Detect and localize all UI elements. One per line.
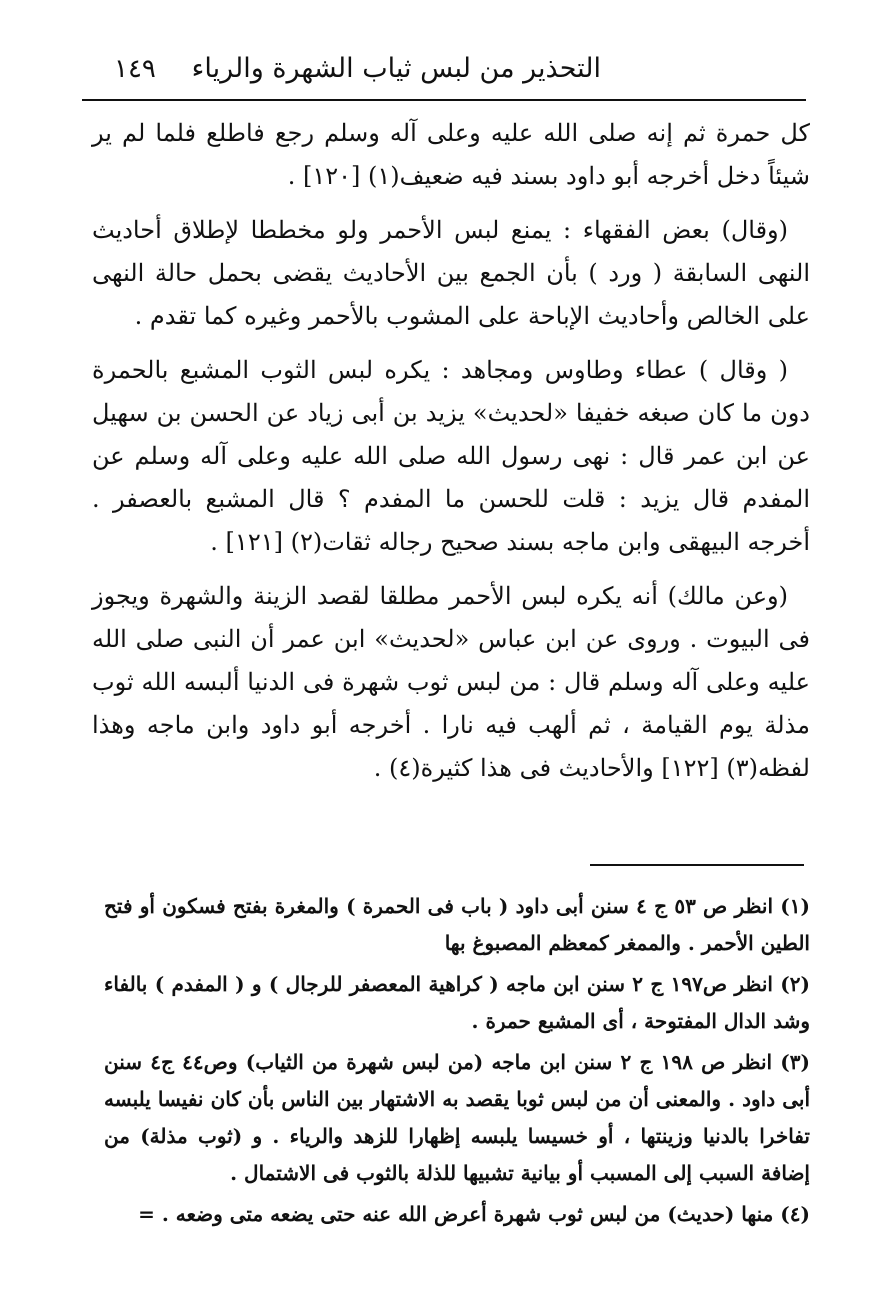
footnote-3: (٣) انظر ص ١٩٨ ج ٢ سنن ابن ماجه (من لبس شهرة من الثياب) وص٤٤ ج٤ سنن أبى داود . والمعنى أن من لبس ثوبا يقصد به الاشتهار بين الناس بأن كان نفيسا يلبسه تفاخرا بالدنيا وزينتها ، أو خسيسا يلبسه إظهارا للزهد والرياء . و (ثوب مذلة) من إضافة السبب إلى المسبب أو بيانية تشبيها للذلة بالثوب فى الاشتمال . bbox=[104, 1050, 810, 1185]
paragraph-3: ( وقال ) عطاء وطاوس ومجاهد : يكره لبس الثوب المشبع بالحمرة دون ما كان صبغه خفيفا «لحديث» يزيد بن أبى زياد عن الحسن بن سهيل عن ابن عمر قال : نهى رسول الله صلى الله عليه وعلى آله وسلم عن المفدم قال يزيد : قلت للحسن ما المفدم ؟ قال المشبع بالعصفر . أخرجه البيهقى وابن ماجه بسند صحيح رجاله ثقات(٢) [١٢١] . bbox=[92, 356, 810, 556]
end-mark: = bbox=[138, 1202, 155, 1226]
running-header bbox=[82, 44, 806, 94]
footnote-4-text: (٤) منها (حديث) من لبس ثوب شهرة أعرض الله عنه حتى يضعه متى وضعه . bbox=[161, 1202, 810, 1226]
paragraph-1: كل حمرة ثم إنه صلى الله عليه وعلى آله وسلم رجع فاطلع فلما لم ير شيئاً دخل أخرجه أبو داود بسند فيه ضعيف(١) [١٢٠] . bbox=[92, 119, 810, 190]
page-number: ١٤٩ bbox=[114, 54, 156, 84]
header-title: التحذير من لبس ثياب الشهرة والرياء bbox=[191, 53, 601, 84]
paragraph-4: (وعن مالك) أنه يكره لبس الأحمر مطلقا لقصد الزينة والشهرة ويجوز فى البيوت . وروى عن ابن عباس «لحديث» ابن عمر أن النبى صلى الله عليه وعلى آله وسلم قال : من لبس ثوب شهرة فى الدنيا ألبسه الله ثوب مذلة يوم القيامة ، ثم ألهب فيه نارا . أخرجه أبو داود وابن ماجه وهذا لفظه(٣) [١٢٢] والأحاديث فى هذا كثيرة(٤) . bbox=[92, 582, 811, 782]
footnotes bbox=[104, 888, 810, 1237]
main-text bbox=[92, 112, 810, 801]
footnote-2: (٢) انظر ص١٩٧ ج ٢ سنن ابن ماجه ( كراهية المعصفر للرجال ) و ( المفدم ) بالفاء وشد الدال المفتوحة ، أى المشبع حمرة . bbox=[104, 972, 810, 1033]
footnote-1: (١) انظر ص ٥٣ ج ٤ سنن أبى داود ( باب فى الحمرة ) والمغرة بفتح فسكون أو فتح الطين الأحمر . والممغر كمعظم المصبوغ بها bbox=[104, 894, 810, 955]
footnote-divider bbox=[590, 864, 804, 866]
header-divider bbox=[82, 99, 806, 101]
paragraph-2: (وقال) بعض الفقهاء : يمنع لبس الأحمر ولو مخططا لإطلاق أحاديث النهى السابقة ( ورد ) بأن الجمع بين الأحاديث يقضى بحمل حالة النهى على الخالص وأحاديث الإباحة على المشوب بالأحمر وغيره كما تقدم . bbox=[92, 216, 810, 330]
footnote-4 bbox=[104, 1196, 810, 1233]
